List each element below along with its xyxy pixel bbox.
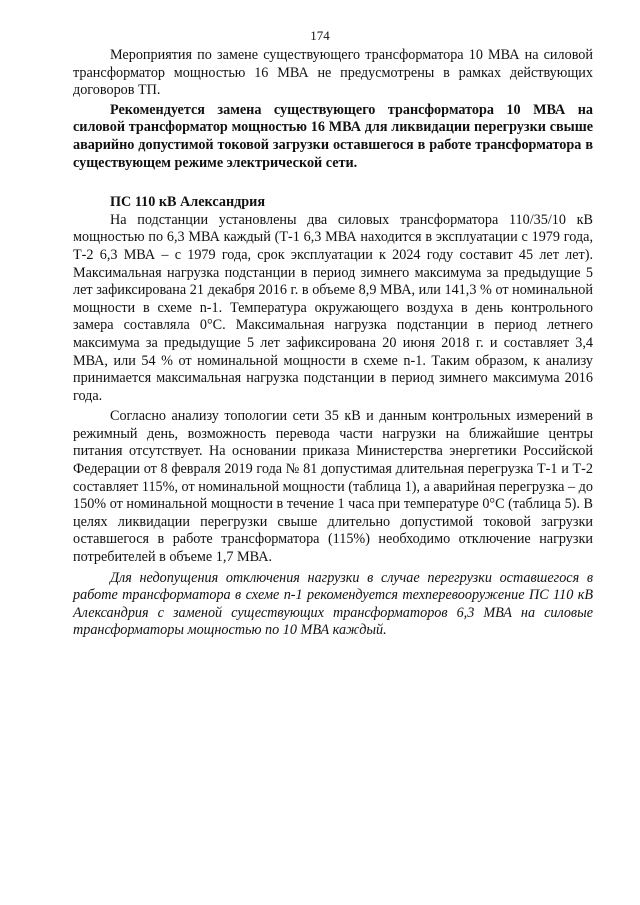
paragraph-recommendation-italic: Для недопущения отключения нагрузки в случае перегрузки оставшегося в работе трансформатора в схеме n-1 рекомендуется техперевооружение ПС 110 кВ Александрия с заменой существующих трансформаторов 6,3 МВА на силовые трансформаторы мощностью по 10 МВА каждый.	[73, 569, 593, 639]
page-number: 174	[310, 28, 330, 43]
paragraph-topology-analysis: Согласно анализу топологии сети 35 кВ и данным контрольных измерений в режимный день, возможность перевода части нагрузки на ближайшие центры питания отсутствует. На основании приказа Министерства энергетики Российской Федерации от 8 февраля 2019 года № 81 допустимая длительная перегрузка Т-1 и Т-2 составляет 115%, от номинальной мощности (таблица 1), а аварийная перегрузка – до 150% от номинальной мощности в течение 1 часа при температуре 0°С (таблица 5). В целях ликвидации перегрузки свыше длительно допустимой токовой загрузки оставшегося в работе трансформатора (115%) необходимо отключение нагрузки потребителей в объеме 1,7 МВА.	[73, 408, 593, 566]
paragraph-measures-not-planned: Мероприятия по замене существующего трансформатора 10 МВА на силовой трансформатор мощностью 16 МВА не предусмотрены в рамках действующих договоров ТП.	[73, 47, 593, 99]
document-body	[73, 47, 593, 640]
section-heading-ps-aleksandriya: ПС 110 кВ Александрия	[110, 194, 266, 211]
paragraph-recommendation-bold: Рекомендуется замена существующего трансформатора 10 МВА на силовой трансформатор мощностью 16 МВА для ликвидации перегрузки свыше аварийно допустимой токовой загрузки оставшегося в работе трансформатора в существующем режиме электрической сети.	[73, 101, 593, 171]
paragraph-substation-description: На подстанции установлены два силовых трансформатора 110/35/10 кВ мощностью по 6,3 МВА каждый (Т-1 6,3 МВА находится в эксплуатации с 1979 года, Т-2 6,3 МВА – с 1979 года, срок эксплуатации к 2024 году составит 45 лет лет). Максимальная нагрузка подстанции в период зимнего максимума за предыдущие 5 лет зафиксирована 21 декабря 2016 г. в объеме 8,9 МВА, или 141,3 % от номинальной мощности в схеме n-1. Температура окружающего воздуха в день контрольного замера составляла 0°С. Максимальная нагрузка подстанции в период летнего максимума за предыдущие 5 лет зафиксирована 20 июня 2018 г. и составляет 3,4 МВА, или 54 % от номинальной мощности в схеме n-1. Таким образом, к анализу принимается максимальная нагрузка подстанции в период зимнего максимума 2016 года.	[73, 211, 593, 404]
